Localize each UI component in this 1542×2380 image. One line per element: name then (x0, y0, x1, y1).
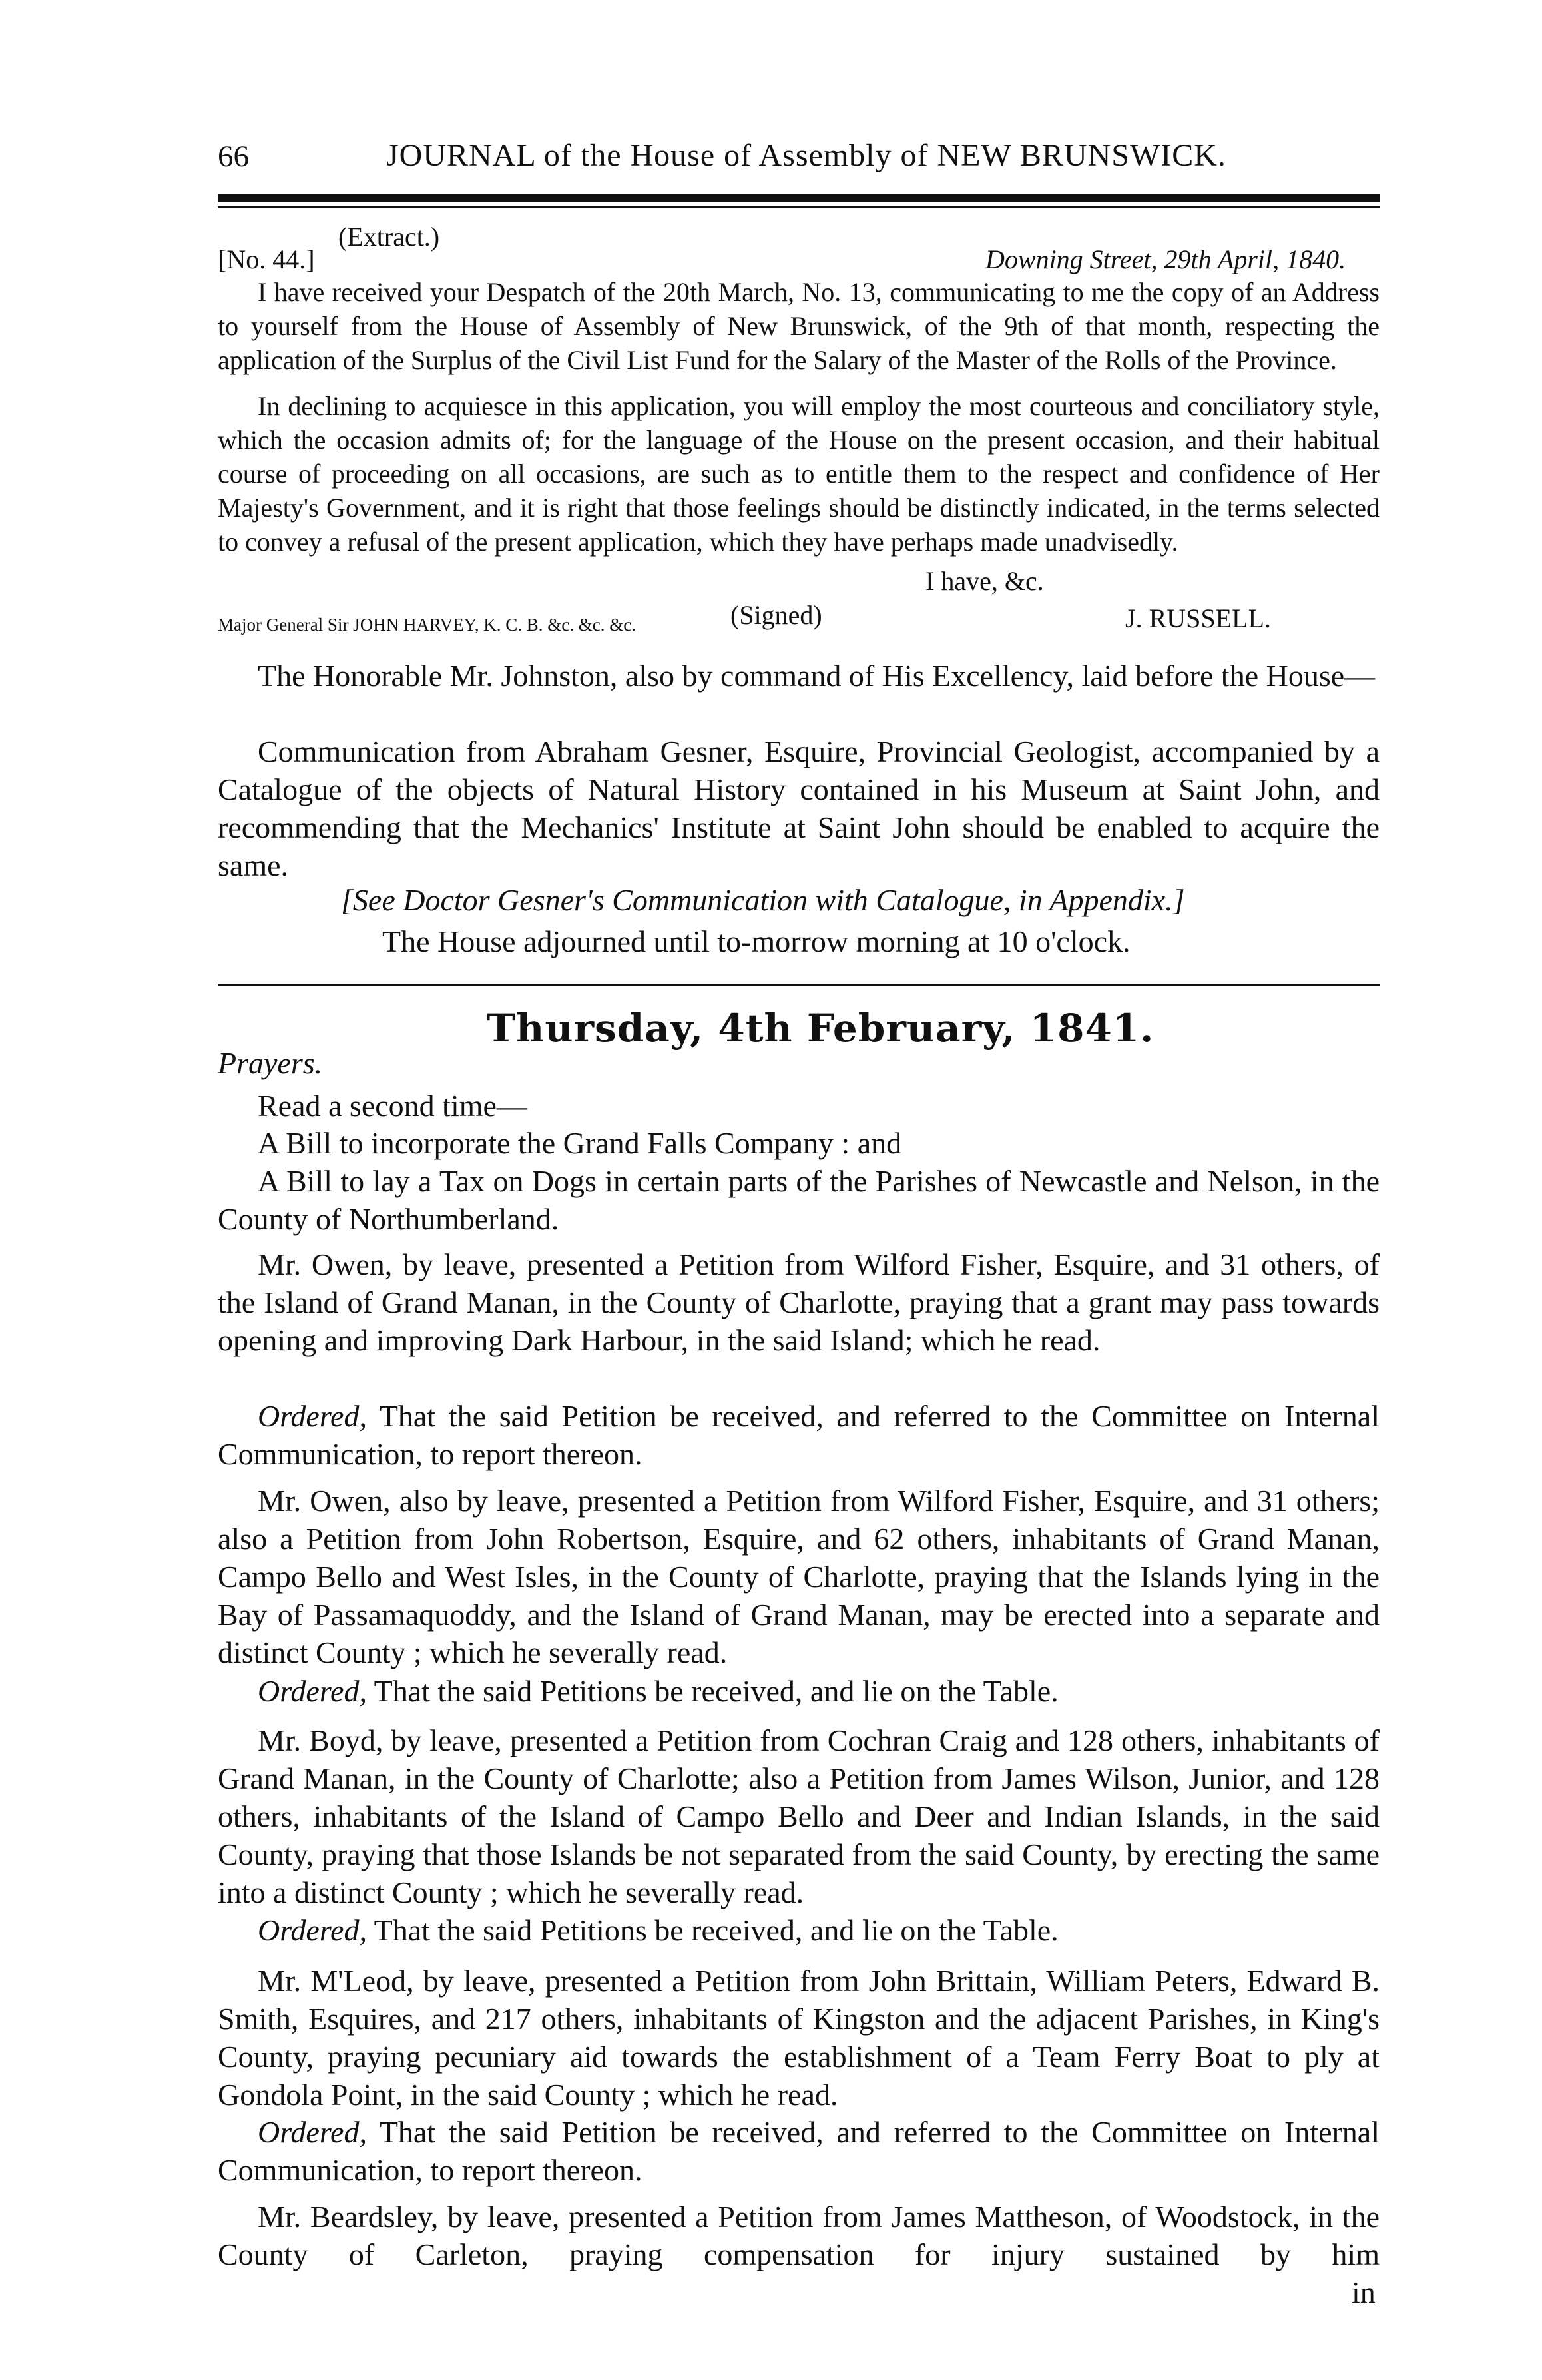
owen-petition-1: Mr. Owen, by leave, presented a Petition from Wilford Fisher, Esquire, and 31 others, of the Island of Grand Manan, in the County of Charlotte, praying that a grant may pass towards opening and improving Dark Harbour, in the said Island; which he read. (218, 1247, 1380, 1357)
extract-signed-label: (Signed) (730, 600, 822, 630)
running-title: JOURNAL of the House of Assembly of NEW BRUNSWICK. (386, 138, 1226, 173)
order-text: That the said Petition be received, and referred to the Committee on Internal Communication, to report thereon. (218, 2115, 1380, 2187)
extract-para-2: In declining to acquiesce in this application, you will employ the most courteous and conciliatory style, which the occasion admits of; for the language of the House on the present occasion, and their habitual course of proceeding on all occasions, are such as to entitle them to the respect and confidence of Her Majesty's Government, and it is right that those feelings should be distinctly indicated, in the terms selected to convey a refusal of the present application, which they have perhaps made unadvisedly. (218, 391, 1380, 557)
order-text: That the said Petition be received, and referred to the Committee on Internal Communication, to report thereon. (218, 1399, 1380, 1471)
bill-1: A Bill to incorporate the Grand Falls Company : and (258, 1126, 902, 1160)
extract-closing: I have, &c. (925, 566, 1044, 596)
order-text: That the said Petitions be received, and lie on the Table. (374, 1674, 1059, 1708)
owen-order-1 (218, 1397, 1380, 1473)
header-rule-thin (218, 206, 1380, 208)
johnston-para-1: The Honorable Mr. Johnston, also by command of His Excellency, laid before the House— (258, 659, 1376, 693)
section-divider (218, 984, 1380, 986)
prayers-label: Prayers. (218, 1046, 323, 1080)
mcleod-petition: Mr. M'Leod, by leave, presented a Petition from John Brittain, William Peters, Edward B. Smith, Esquires, and 217 others, inhabitants of Kingston and the adjacent Parishes, in King's County, praying pecuniary aid towards the establishment of a Team Ferry Boat to ply at Gondola Point, in the said County ; which he read. (218, 1964, 1380, 2112)
ordered-word: Ordered, (258, 1913, 367, 1947)
ordered-word: Ordered, (258, 1674, 367, 1708)
adjourned-line: The House adjourned until to-morrow morning at 10 o'clock. (382, 924, 1131, 958)
day-heading: Thursday, 4th February, 1841. (487, 1006, 1155, 1051)
second-reading-label: Read a second time— (258, 1089, 527, 1123)
extract-signature: J. RUSSELL. (1125, 603, 1271, 633)
header-rule-thick (218, 194, 1380, 202)
owen-order-2 (218, 1672, 1380, 1710)
ordered-word: Ordered, (258, 2115, 367, 2149)
order-text: That the said Petitions be received, and lie on the Table. (374, 1913, 1059, 1947)
appendix-note: [See Doctor Gesner's Communication with Catalogue, in Appendix.] (341, 883, 1185, 917)
extract-para-1: I have received your Despatch of the 20th March, No. 13, communicating to me the copy of an Address to yourself from the House of Assembly of New Brunswick, of the 9th of that month, respecting the application of the Surplus of the Civil List Fund for the Salary of the Master of the Rolls of the Province. (218, 277, 1380, 375)
owen-petition-2: Mr. Owen, also by leave, presented a Petition from Wilford Fisher, Esquire, and 31 others; also a Petition from John Robertson, Esquire, and 62 others, inhabitants of Grand Manan, Campo Bello and West Isles, in the County of Charlotte, praying that the Islands lying in the Bay of Passamaquoddy, and the Island of Grand Manan, may be erected into a separate and distinct County ; which he severally read. (218, 1484, 1380, 1669)
extract-number: [No. 44.] (218, 244, 315, 274)
page-number: 66 (218, 139, 249, 174)
catchword: in (1352, 2275, 1376, 2309)
extract-place-date: Downing Street, 29th April, 1840. (985, 244, 1346, 274)
boyd-petition: Mr. Boyd, by leave, presented a Petition from Cochran Craig and 128 others, inhabitants of Grand Manan, in the County of Charlotte; also a Petition from James Wilson, Junior, and 128 others, inhabitants of the Island of Campo Bello and Deer and Indian Islands, in the said County, praying that those Islands be not separated from the said County, by erecting the same into a distinct County ; which he severally read. (218, 1723, 1380, 1909)
extract-label: (Extract.) (338, 222, 440, 252)
bill-2: A Bill to lay a Tax on Dogs in certain parts of the Parishes of Newcastle and Nelson, in the County of Northumberland. (218, 1164, 1380, 1236)
johnston-para-2: Communication from Abraham Gesner, Esquire, Provincial Geologist, accompanied by a Catalogue of the objects of Natural History contained in his Museum at Saint John, and recommending that the Mechanics' Institute at Saint John should be enabled to acquire the same. (218, 735, 1380, 882)
beardsley-petition: Mr. Beardsley, by leave, presented a Petition from James Mattheson, of Woodstock, in the County of Carleton, praying compensation for injury sustained by him (218, 2200, 1380, 2271)
boyd-order (218, 1911, 1380, 1949)
extract-addressee: Major General Sir JOHN HARVEY, K. C. B. &c. &c. &c. (218, 615, 637, 635)
ordered-word: Ordered, (258, 1399, 367, 1433)
mcleod-order (218, 2113, 1380, 2189)
